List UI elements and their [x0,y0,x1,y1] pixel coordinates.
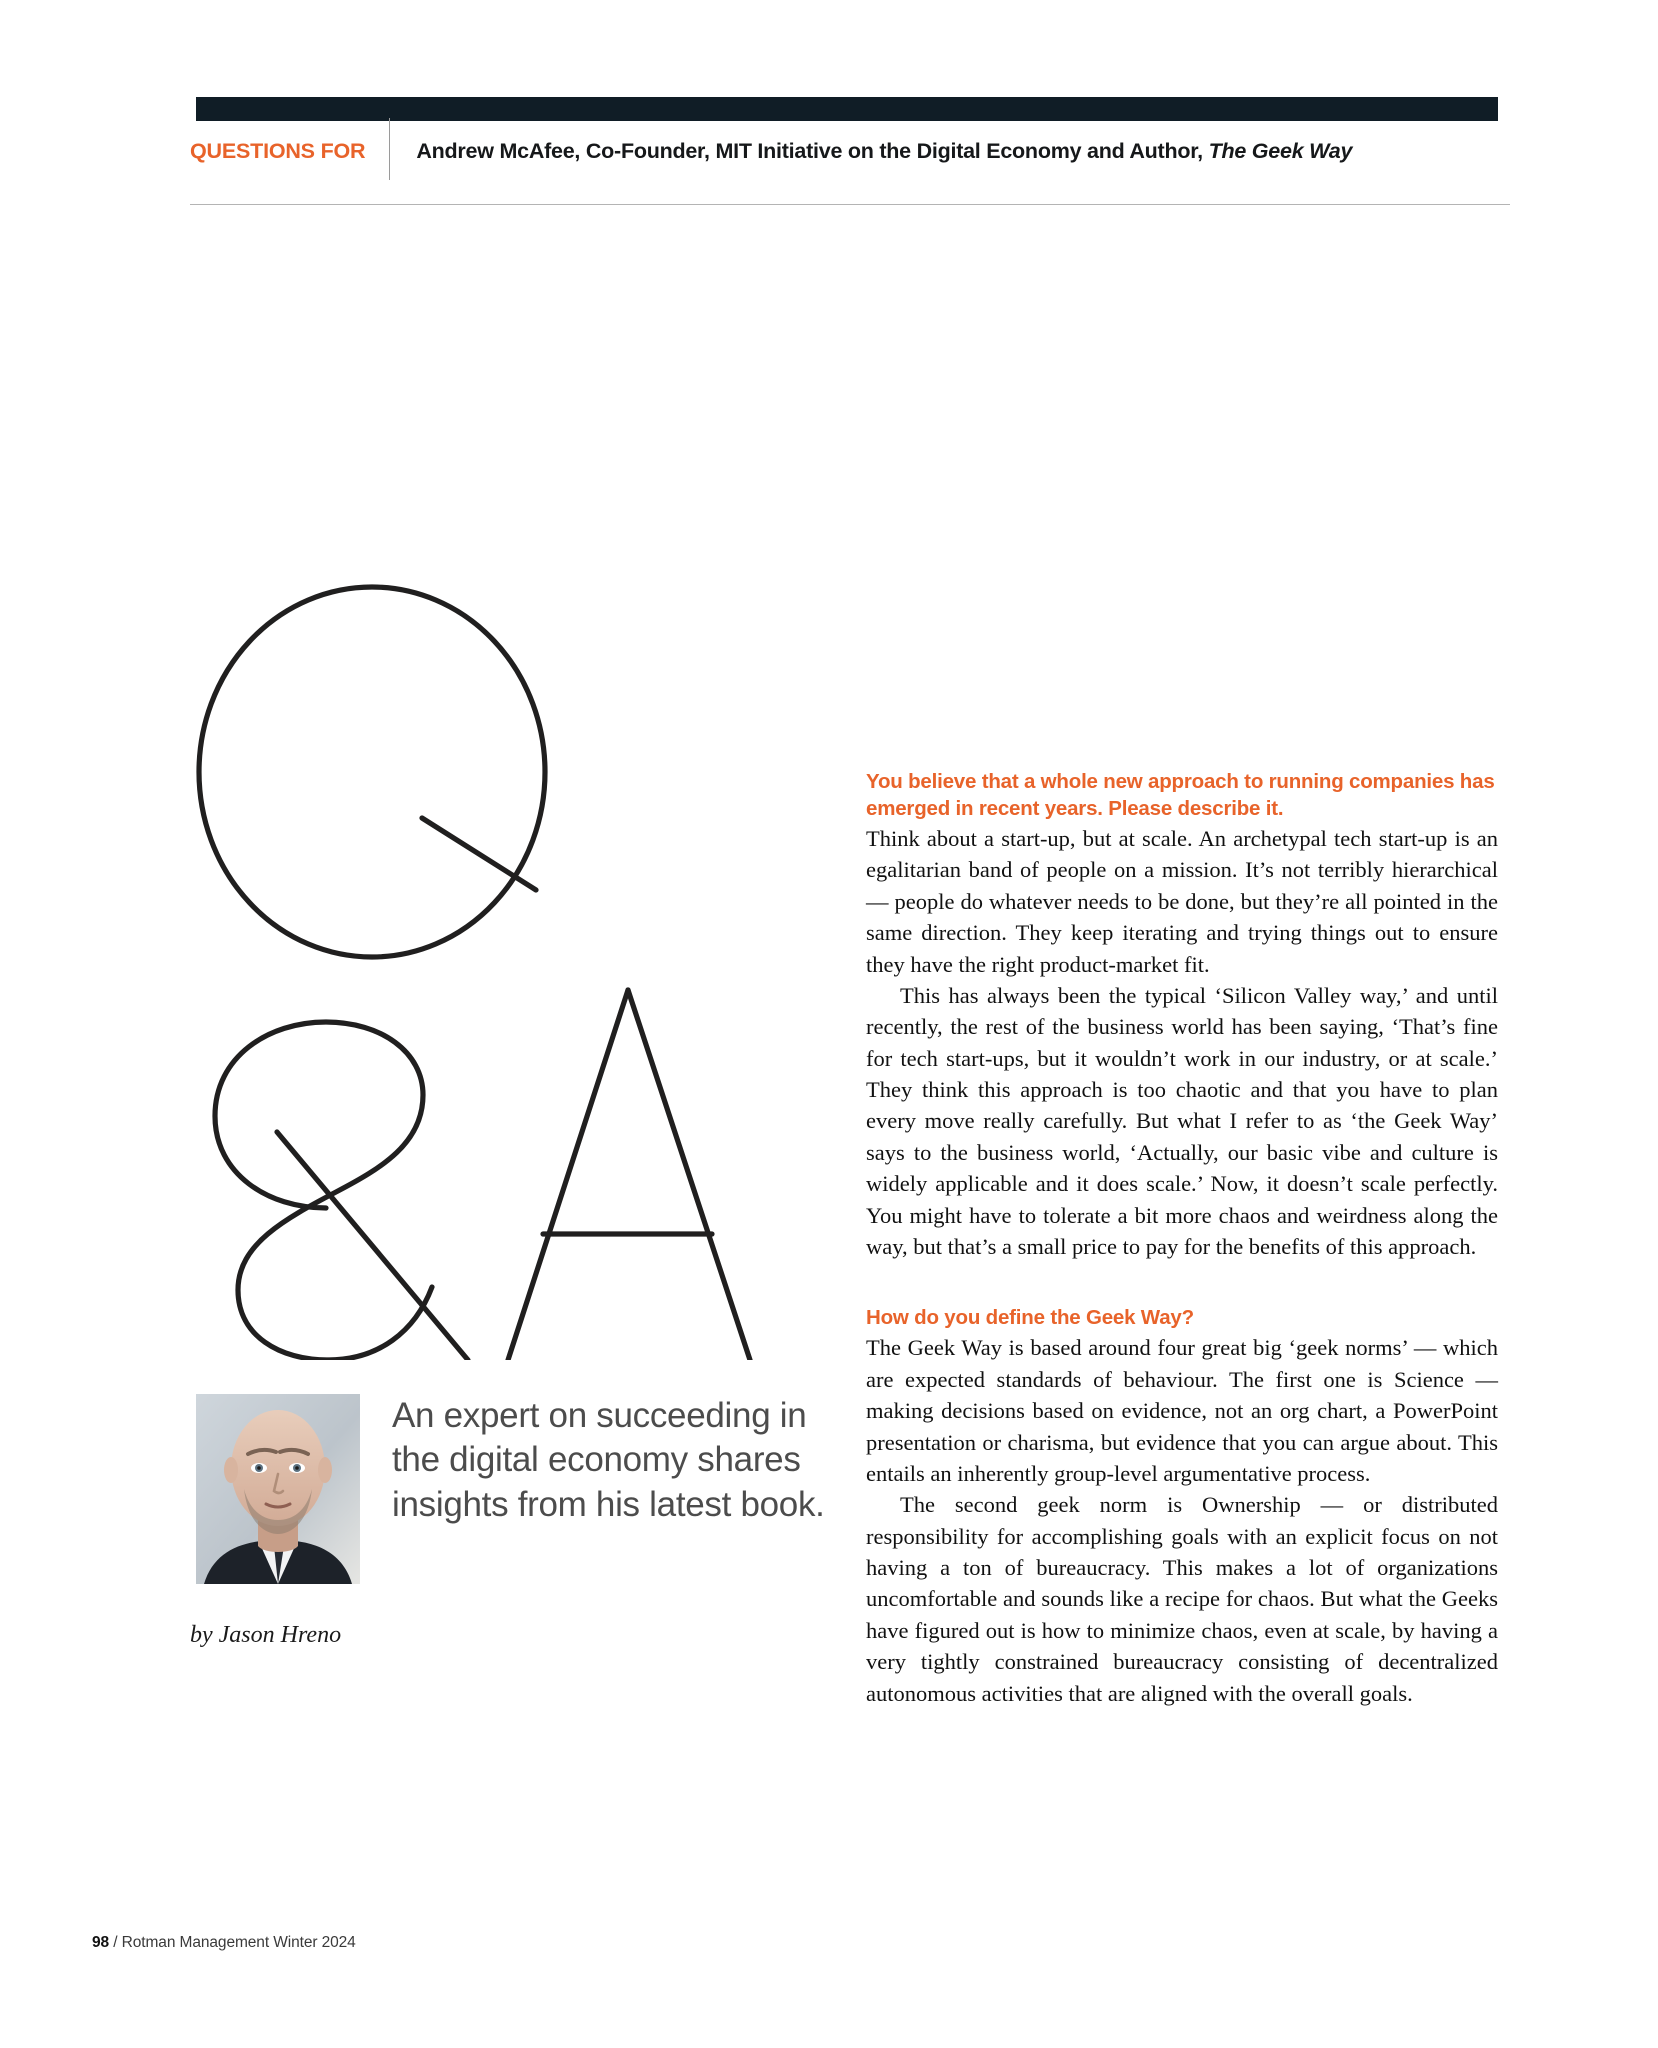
answer-paragraph-2-2: The second geek norm is Ownership — or distributed responsibility for accomplishing goals with an explicit focus on not having a ton of bureaucracy. This makes a lot of organizations uncomfortable and sounds like a recipe for chaos. But what the Geeks have figured out is how to minimize chaos, even at scale, by having a very tightly constrained bureaucracy consisting of decentralized autonomous activities that are aligned with the overall goals. [866,1492,1498,1706]
header [190,140,1510,186]
header-title [390,140,1352,164]
footer-separator: / [109,1934,122,1951]
question-heading-1: You believe that a whole new approach to running companies has emerged in recent years. Please describe it. [866,770,1495,821]
letter-ampersand-cross [277,1132,468,1360]
letter-q-tail [422,818,536,890]
page-footer [92,1934,356,1952]
answer-paragraph-1-2: This has always been the typical ‘Silicon Valley way,’ and until recently, the rest of the business world has been saying, ‘That’s fine for tech start-ups, but it wouldn’t work in our industry, or at scale.’ They think this approach is too chaotic and that you have to plan every move really carefully. But what I refer to as ‘the Geek Way’ says to the business world, ‘Actually, our basic vibe and culture is widely applicable and it does scale.’ Now, it doesn’t scale perfectly. You might have to tolerate a bit more chaos and weirdness along the way, but that’s a small price to pay for the benefits of this approach. [866,982,1498,1259]
answer-paragraph-2-1: The Geek Way is based around four great big ‘geek norms’ — which are expected standards of behaviour. The first one is Science — making decisions based on evidence, not an org chart, a PowerPoint presentation or charisma, but evidence that you can argue about. This entails an inherently group-level argumentative process. [866,1335,1498,1486]
article-body [866,768,1498,1709]
header-title-book: The Geek Way [1208,139,1353,163]
qa-letters-icon [150,560,770,1360]
header-kicker: QUESTIONS FOR [190,139,366,163]
header-bottom-rule [190,204,1510,205]
header-rule-bar [196,97,1498,121]
letter-q-bowl [199,587,545,957]
qa-artwork [150,560,770,1360]
answer-paragraph-1-1: Think about a start-up, but at scale. An archetypal tech start-up is an egalitarian band of people on a mission. It’s not terribly hierarchical — people do whatever needs to be done, but they’re all pointed in the same direction. They keep iterating and trying things out to ensure they have the right product-market fit. [866,826,1498,977]
footer-page-number: 98 [92,1934,110,1951]
letter-a-left [508,990,628,1360]
footer-publication: Rotman Management Winter 2024 [121,1934,356,1951]
question-heading-2: How do you define the Geek Way? [866,1306,1194,1330]
header-title-plain: Andrew McAfee, Co-Founder, MIT Initiative on the Digital Economy and Author, [416,139,1209,163]
portrait-photo-icon [196,1394,360,1584]
avatar [196,1394,360,1584]
letter-a-right [628,990,750,1360]
letter-ampersand-upper [215,1022,423,1360]
deck-block [196,1394,836,1584]
deck-text: An expert on succeeding in the digital economy shares insights from his latest book. [392,1396,825,1524]
letter-ampersand-diagonal [281,1020,470,1256]
byline: by Jason Hreno [190,1622,342,1648]
